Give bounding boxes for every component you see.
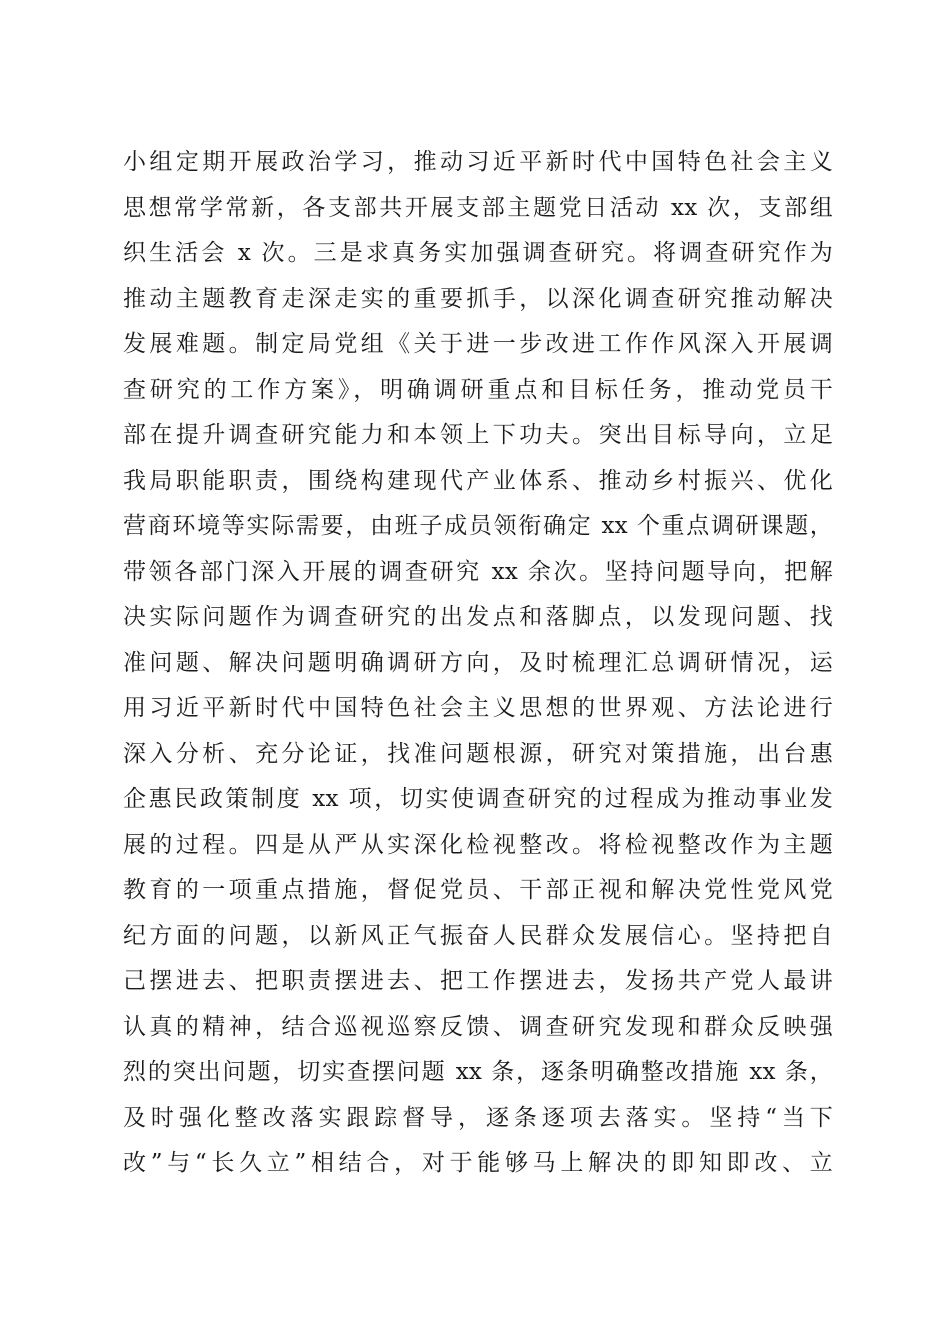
text-line-13: 用习近平新时代中国特色社会主义思想的世界观、方法论进行 <box>123 695 833 721</box>
body-paragraph <box>123 140 833 1187</box>
text-line-4: 推动主题教育走深走实的重要抓手，以深化调查研究推动解决 <box>123 285 833 312</box>
text-line-9: 营商环境等实际需要，由班子成员领衔确定 xx 个重点调研课题， <box>123 513 833 539</box>
text-line-16: 展的过程。四是从严从实深化检视整改。将检视整改作为主题 <box>123 831 833 858</box>
text-line-14: 深入分析、充分论证，找准问题根源，研究对策措施，出台惠 <box>123 740 833 767</box>
text-line-6: 查研究的工作方案》，明确调研重点和目标任务，推动党员干 <box>123 376 833 403</box>
text-line-10: 带领各部门深入开展的调查研究 xx 余次。坚持问题导向，把解 <box>123 558 833 585</box>
text-line-5: 发展难题。制定局党组《关于进一步改进工作作风深入开展调 <box>123 331 833 357</box>
text-line-8: 我局职能职责，围绕构建现代产业体系、推动乡村振兴、优化 <box>123 467 833 494</box>
text-line-15: 企惠民政策制度 xx 项，切实使调查研究的过程成为推动事业发 <box>123 786 833 812</box>
text-line-2: 思想常学常新，各支部共开展支部主题党日活动 xx 次，支部组 <box>123 194 833 221</box>
text-line-18: 纪方面的问题，以新风正气振奋人民群众发展信心。坚持把自 <box>123 922 833 949</box>
text-line-1: 小组定期开展政治学习，推动习近平新时代中国特色社会主义 <box>123 149 833 175</box>
text-line-17: 教育的一项重点措施，督促党员、干部正视和解决党性党风党 <box>123 877 833 903</box>
text-line-22: 及时强化整改落实跟踪督导，逐条逐项去落实。坚持“当下 <box>123 1104 833 1131</box>
text-line-19: 己摆进去、把职责摆进去、把工作摆进去，发扬共产党人最讲 <box>123 968 833 994</box>
text-line-21: 烈的突出问题，切实查摆问题 xx 条，逐条明确整改措施 xx 条， <box>123 1059 833 1085</box>
text-line-3: 织生活会 x 次。三是求真务实加强调查研究。将调查研究作为 <box>123 240 833 266</box>
text-line-23: 改”与“长久立”相结合，对于能够马上解决的即知即改、立 <box>123 1150 833 1176</box>
text-line-7: 部在提升调查研究能力和本领上下功夫。突出目标导向，立足 <box>123 422 833 448</box>
text-line-20: 认真的精神，结合巡视巡察反馈、调查研究发现和群众反映强 <box>123 1013 833 1040</box>
text-line-11: 决实际问题作为调查研究的出发点和落脚点，以发现问题、找 <box>123 604 833 630</box>
text-line-12: 准问题、解决问题明确调研方向，及时梳理汇总调研情况，运 <box>123 649 833 676</box>
